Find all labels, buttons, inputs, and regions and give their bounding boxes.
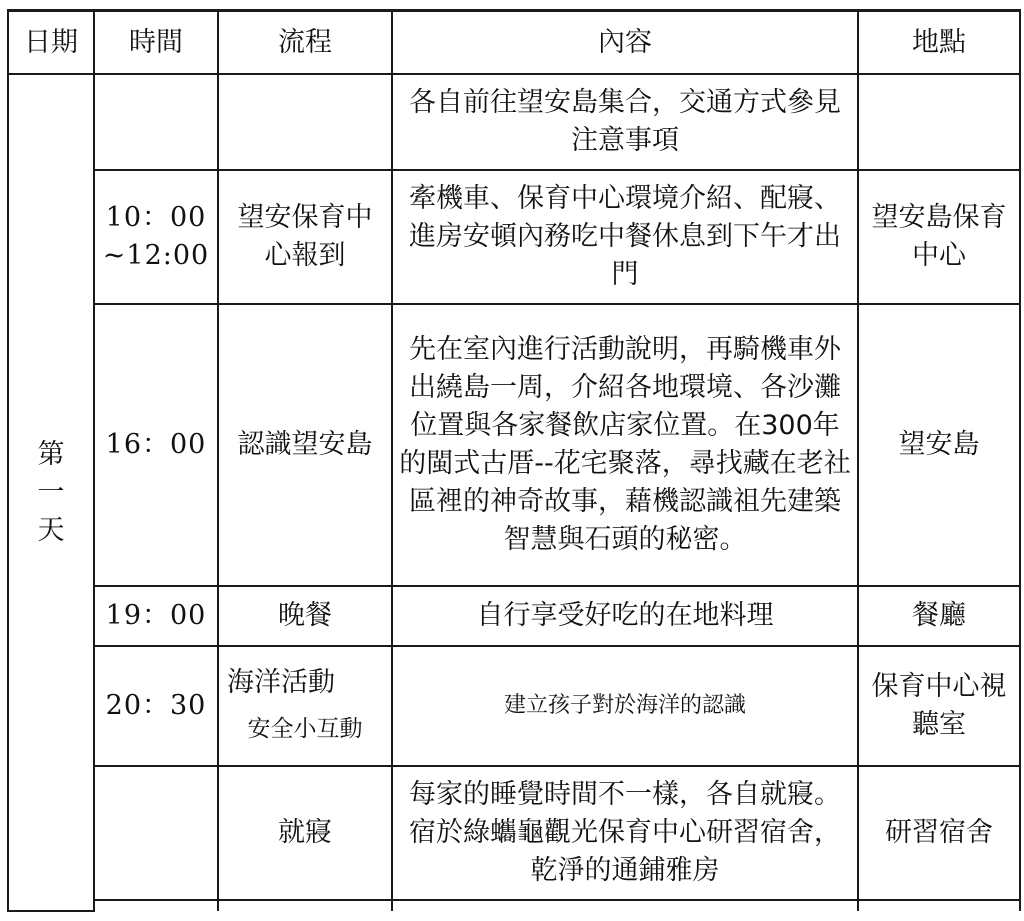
content-cell: 每家的睡覺時間不一樣，各自就寢。宿於綠蠵龜觀光保育中心研習宿舍，乾淨的通鋪雅房 [392, 766, 858, 900]
content-cell [392, 900, 858, 911]
table-row [8, 74, 1020, 170]
content-cell: 各自前往望安島集合，交通方式參見注意事項 [392, 74, 858, 170]
schedule-table [7, 9, 1021, 912]
header-time: 時間 [94, 11, 218, 75]
content-cell: 建立孩子對於海洋的認識 [392, 646, 858, 766]
table-row [8, 766, 1020, 900]
flow-cell [218, 646, 392, 766]
time-cell: 16：00 [94, 304, 218, 586]
table-row [8, 304, 1020, 586]
table-row [8, 170, 1020, 304]
place-cell [858, 74, 1020, 170]
day-label-char: 天 [37, 514, 65, 546]
header-flow: 流程 [218, 11, 392, 75]
content-cell: 先在室內進行活動說明，再騎機車外出繞島一周，介紹各地環境、各沙灘位置與各家餐飲店家位置。在300年的閩式古厝--花宅聚落，尋找藏在老社區裡的神奇故事，藉機認識祖先建築智慧與石頭的秘密。 [392, 304, 858, 586]
flow-title: 海洋活動 [227, 667, 335, 698]
day-label-char: 一 [37, 476, 65, 508]
header-date: 日期 [8, 11, 94, 75]
flow-subtitle: 安全小互動 [247, 716, 363, 742]
schedule-sheet [7, 9, 1019, 921]
time-cell [94, 766, 218, 900]
place-cell: 望安島保育中心 [858, 170, 1020, 304]
table-row [8, 586, 1020, 646]
header-content: 內容 [392, 11, 858, 75]
time-cell [94, 900, 218, 911]
place-cell: 研習宿舍 [858, 766, 1020, 900]
table-row [8, 646, 1020, 766]
time-cell: 19：00 [94, 586, 218, 646]
content-cell: 牽機車、保育中心環境介紹、配寢、進房安頓內務吃中餐休息到下午才出門 [392, 170, 858, 304]
flow-cell: 望安保育中心報到 [218, 170, 392, 304]
place-cell [858, 900, 1020, 911]
time-cell [94, 74, 218, 170]
time-cell: 10：00 ~12:00 [94, 170, 218, 304]
table-row-partial [8, 900, 1020, 911]
header-place: 地點 [858, 11, 1020, 75]
flow-cell: 就寢 [218, 766, 392, 900]
place-cell: 餐廳 [858, 586, 1020, 646]
content-cell: 自行享受好吃的在地料理 [392, 586, 858, 646]
flow-cell [218, 74, 392, 170]
place-cell: 望安島 [858, 304, 1020, 586]
flow-cell: 晚餐 [218, 586, 392, 646]
flow-cell: 認識望安島 [218, 304, 392, 586]
header-row [8, 11, 1020, 75]
time-cell: 20：30 [94, 646, 218, 766]
day-label-cell [8, 74, 94, 911]
flow-cell [218, 900, 392, 911]
place-cell: 保育中心視聽室 [858, 646, 1020, 766]
day-label-char: 第 [37, 438, 65, 470]
